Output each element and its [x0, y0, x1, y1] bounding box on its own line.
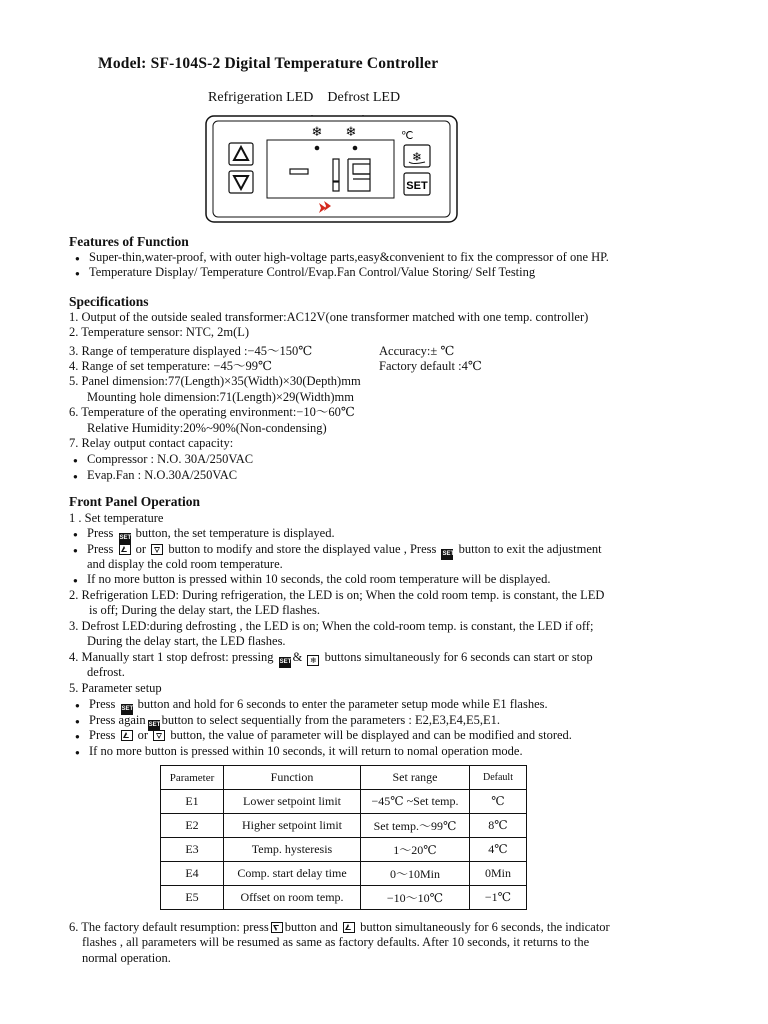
refrigeration-icon: ❄: [311, 125, 323, 140]
footer-line: 6. The factory default resumption: press button and button simultaneously for 6 seconds, the indicator: [69, 920, 610, 934]
spec-line: Factory default :4℃: [379, 359, 482, 373]
op-line: and display the cold room temperature.: [87, 557, 283, 571]
footer-line: normal operation.: [82, 951, 171, 965]
table-row: [161, 814, 527, 838]
spec-bullet: ● Evap.Fan : N.O.30A/250VAC: [87, 468, 237, 483]
set-key-icon: SET: [148, 720, 160, 731]
defrost-led: [353, 146, 358, 151]
up-key-icon: [119, 544, 131, 555]
spec-line: Mounting hole dimension:71(Length)×29(Width)mm: [87, 390, 354, 404]
svg-text:❄: ❄: [411, 150, 423, 164]
spec-line: 7. Relay output contact capacity:: [69, 436, 234, 450]
op-line: 2. Refrigeration LED: During refrigeration, the LED is on; When the cold room temp. is constant, the LED: [69, 588, 605, 602]
spec-line: 4. Range of set temperature: −45～99℃: [69, 359, 272, 373]
spec-line: 2. Temperature sensor: NTC, 2m(L): [69, 325, 250, 339]
set-key-icon: SET: [119, 533, 131, 544]
defrost-button-icon: [404, 145, 430, 167]
table-header: Function: [224, 766, 361, 790]
table-cell: −10～10℃: [361, 886, 470, 910]
table-cell: E2: [161, 814, 224, 838]
table-cell: E3: [161, 838, 224, 862]
set-button: [404, 173, 430, 195]
table-cell: E5: [161, 886, 224, 910]
op-line: ● Press or button to modify and store the displayed value , Press SET button to exit the adjustment: [87, 542, 602, 560]
set-key-icon: SET: [121, 704, 133, 715]
table-cell: E4: [161, 862, 224, 886]
down-key-icon: [271, 922, 283, 933]
op-line: is off; During the delay start, the LED flashes.: [89, 603, 320, 617]
table-header-row: [161, 766, 527, 790]
table-cell: E1: [161, 790, 224, 814]
table-cell: Comp. start delay time: [224, 862, 361, 886]
op-line: During the delay start, the LED flashes.: [87, 634, 286, 648]
page-title: Model: SF-104S-2 Digital Temperature Controller: [98, 55, 439, 72]
op-line: 4. Manually start 1 stop defrost: pressing SET& ❄ buttons simultaneously for 6 seconds can start or stop: [69, 650, 593, 668]
controller-panel-diagram: [205, 115, 458, 223]
spec-line: 6. Temperature of the operating environment:−10～60℃: [69, 405, 355, 419]
front-panel-heading: Front Panel Operation: [69, 494, 200, 509]
down-button-icon: [229, 171, 253, 193]
op-line: 1 . Set temperature: [69, 511, 164, 525]
defrost-icon: ❄: [345, 125, 357, 140]
defrost-led-label: Defrost LED: [327, 90, 401, 105]
table-header: Default: [470, 766, 527, 790]
table-row: [161, 838, 527, 862]
table-cell: Higher setpoint limit: [224, 814, 361, 838]
op-line: ● Press SET button, the set temperature is displayed.: [87, 526, 335, 544]
up-key-icon: [121, 730, 133, 741]
table-cell: −45℃ ~Set temp.: [361, 790, 470, 814]
table-cell: Temp. hysteresis: [224, 838, 361, 862]
spec-line: Accuracy:± ℃: [379, 344, 455, 358]
spec-line: 5. Panel dimension:77(Length)×35(Width)×30(Depth)mm: [69, 374, 361, 388]
table-header: Parameter: [161, 766, 224, 790]
parameter-table: [160, 765, 527, 910]
table-cell: Offset on room temp.: [224, 886, 361, 910]
table-cell: Lower setpoint limit: [224, 790, 361, 814]
op-line: ● Press again SETbutton to select sequentially from the parameters : E2,E3,E4,E5,E1.: [89, 713, 500, 731]
features-heading: Features of Function: [69, 234, 189, 249]
table-cell: −1℃: [470, 886, 527, 910]
led-labels: [208, 90, 414, 106]
table-row: [161, 862, 527, 886]
table-cell: Set temp.～99℃: [361, 814, 470, 838]
refrigeration-led: [315, 146, 320, 151]
down-key-icon: [153, 730, 165, 741]
up-button-icon: [229, 143, 253, 165]
table-cell: 0Min: [470, 862, 527, 886]
op-line: ● If no more button is pressed within 10 seconds, the cold room temperature will be displayed.: [87, 572, 550, 587]
table-row: [161, 790, 527, 814]
spec-bullet: ● Compressor : N.O. 30A/250VAC: [87, 452, 253, 467]
op-line: ● Press SET button and hold for 6 seconds to enter the parameter setup mode while E1 flashes.: [89, 697, 548, 715]
table-cell: 1～20℃: [361, 838, 470, 862]
unit-label: ℃: [401, 130, 414, 142]
down-key-icon: [151, 544, 163, 555]
defrost-key-icon: ❄: [307, 655, 319, 666]
op-line: 3. Defrost LED:during defrosting , the LED is on; When the cold-room temp. is constant, the LED if off;: [69, 619, 594, 633]
table-cell: 4℃: [470, 838, 527, 862]
op-line: 5. Parameter setup: [69, 681, 162, 695]
feature-item: ● Temperature Display/ Temperature Control/Evap.Fan Control/Value Storing/ Self Testing: [89, 265, 535, 280]
svg-text:SET: SET: [406, 180, 428, 192]
up-key-icon: [343, 922, 355, 933]
spec-line: 3. Range of temperature displayed :−45～150℃: [69, 344, 313, 358]
table-cell: 0～10Min: [361, 862, 470, 886]
refrigeration-led-label: Refrigeration LED: [208, 90, 314, 105]
spec-line: Relative Humidity:20%~90%(Non-condensing): [87, 421, 327, 435]
spec-line: 1. Output of the outside sealed transformer:AC12V(one transformer matched with one temp. controller): [69, 310, 589, 324]
set-key-icon: SET: [279, 657, 291, 668]
op-line: ● If no more button is pressed within 10 seconds, it will return to nomal operation mode.: [89, 744, 523, 759]
table-row: [161, 886, 527, 910]
table-header: Set range: [361, 766, 470, 790]
feature-item: ● Super-thin,water-proof, with outer high-voltage parts,easy&convenient to fix the compressor of one HP.: [89, 250, 609, 265]
footer-line: flashes , all parameters will be resumed as same as factory defaults. After 10 seconds, it returns to the: [82, 935, 590, 949]
op-line: defrost.: [87, 665, 125, 679]
set-key-icon: SET: [441, 549, 453, 560]
table-cell: ℃: [470, 790, 527, 814]
op-line: ● Press or button, the value of parameter will be displayed and can be modified and stored.: [89, 728, 572, 743]
table-cell: 8℃: [470, 814, 527, 838]
specs-heading: Specifications: [69, 294, 149, 309]
